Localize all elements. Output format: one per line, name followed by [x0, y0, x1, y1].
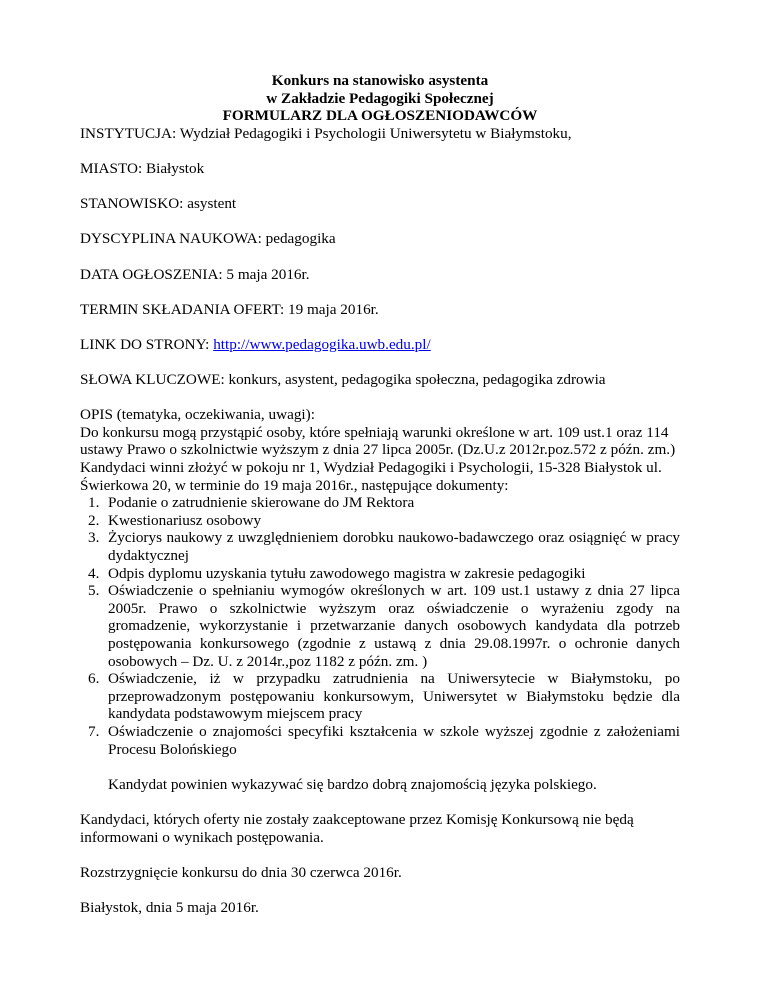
list-item [80, 512, 680, 530]
field-instytucja: INSTYTUCJA: Wydział Pedagogiki i Psychologii Uniwersytetu w Białymstoku, [80, 124, 572, 142]
list-item-text: Życiorys naukowy z uwzględnieniem dorobku naukowo-badawczego oraz osiągnięć w pracy dydaktycznej [108, 529, 680, 565]
list-item-number: 7. [88, 722, 100, 740]
list-item-number: 5. [88, 582, 100, 600]
field-termin: TERMIN SKŁADANIA OFERT: 19 maja 2016r. [80, 300, 379, 318]
list-item [80, 670, 680, 723]
list-item-number: 6. [88, 670, 100, 688]
document-page [80, 72, 680, 917]
list-item-number: 4. [88, 564, 100, 582]
title-line-3: FORMULARZ DLA OGŁOSZENIODAWCÓW [222, 107, 538, 125]
website-link[interactable]: http://www.pedagogika.uwb.edu.pl/ [213, 335, 431, 353]
resolution-date: Rozstrzygnięcie konkursu do dnia 30 czerwca 2016r. [80, 863, 402, 881]
list-item-text: Oświadczenie o spełnianiu wymogów określonych w art. 109 ust.1 ustawy z dnia 27 lipca 2005r. Prawo o szkolnictwie wyższym oraz oświadczenie o wyrażeniu zgody na gromadzenie, wykorzystanie i przetwarzanie danych osobowych kandydata dla potrzeb postępowania konkursowego (zgodnie z ustawą z dnia 29.08.1997r. o ochronie danych osobowych – Dz. U. z 2014r.,poz 1182 z późn. zm. ) [108, 582, 680, 670]
field-stanowisko: STANOWISKO: asystent [80, 195, 237, 213]
link-label: LINK DO STRONY: [80, 335, 214, 353]
field-dyscyplina: DYSCYPLINA NAUKOWA: pedagogika [80, 230, 336, 248]
opis-heading: OPIS (tematyka, oczekiwania, uwagi): [80, 406, 315, 424]
document-title [80, 72, 680, 125]
field-miasto: MIASTO: Białystok [80, 159, 205, 177]
list-item-number: 2. [88, 511, 100, 529]
language-requirement: Kandydat powinien wykazywać się bardzo dobrą znajomością języka polskiego. [108, 775, 597, 793]
list-item-text: Odpis dyplomu uzyskania tytułu zawodowego magistra w zakresie pedagogiki [108, 564, 586, 582]
list-item [80, 565, 680, 583]
list-item-number: 1. [88, 494, 100, 512]
opis-paragraph-1: Do konkursu mogą przystąpić osoby, które spełniają warunki określone w art. 109 ust.1 oraz 114 ustawy Prawo o szkolnictwie wyższym z dnia 27 lipca 2005r. (Dz.U.z 2012r.poz.572 z późn. zm.) [80, 423, 676, 459]
field-slowa-kluczowe: SŁOWA KLUCZOWE: konkurs, asystent, pedagogika społeczna, pedagogika zdrowia [80, 371, 606, 389]
title-line-2: w Zakładzie Pedagogiki Społecznej [266, 89, 494, 107]
opis-paragraph-2: Kandydaci winni złożyć w pokoju nr 1, Wydział Pedagogiki i Psychologii, 15-328 Białystok ul. Świerkowa 20, w terminie do 19 maja 2016r., następujące dokumenty: [80, 459, 662, 494]
documents-list [80, 494, 680, 758]
list-item [80, 529, 680, 564]
field-link [80, 336, 680, 354]
list-item-text: Oświadczenie, iż w przypadku zatrudnienia na Uniwersytecie w Białymstoku, po przeprowadzonym postępowaniu konkursowym, Uniwersytet w Białymstoku będzie dla kandydata podstawowym miejscem pracy [108, 670, 680, 723]
list-item [80, 494, 680, 512]
list-item-number: 3. [88, 529, 100, 547]
list-item-text: Podanie o zatrudnienie skierowane do JM Rektora [108, 494, 415, 512]
list-item [80, 582, 680, 670]
list-item-text: Kwestionariusz osobowy [108, 511, 262, 529]
place-and-date: Białystok, dnia 5 maja 2016r. [80, 898, 259, 916]
field-data-ogloszenia: DATA OGŁOSZENIA: 5 maja 2016r. [80, 265, 310, 283]
list-item [80, 723, 680, 758]
title-line-1: Konkurs na stanowisko asystenta [271, 72, 489, 89]
notice-paragraph: Kandydaci, których oferty nie zostały zaakceptowane przez Komisję Konkursową nie będą informowani o wynikach postępowania. [80, 810, 634, 846]
list-item-text: Oświadczenie o znajomości specyfiki kształcenia w szkole wyższej zgodnie z założeniami Procesu Bolońskiego [108, 722, 680, 758]
